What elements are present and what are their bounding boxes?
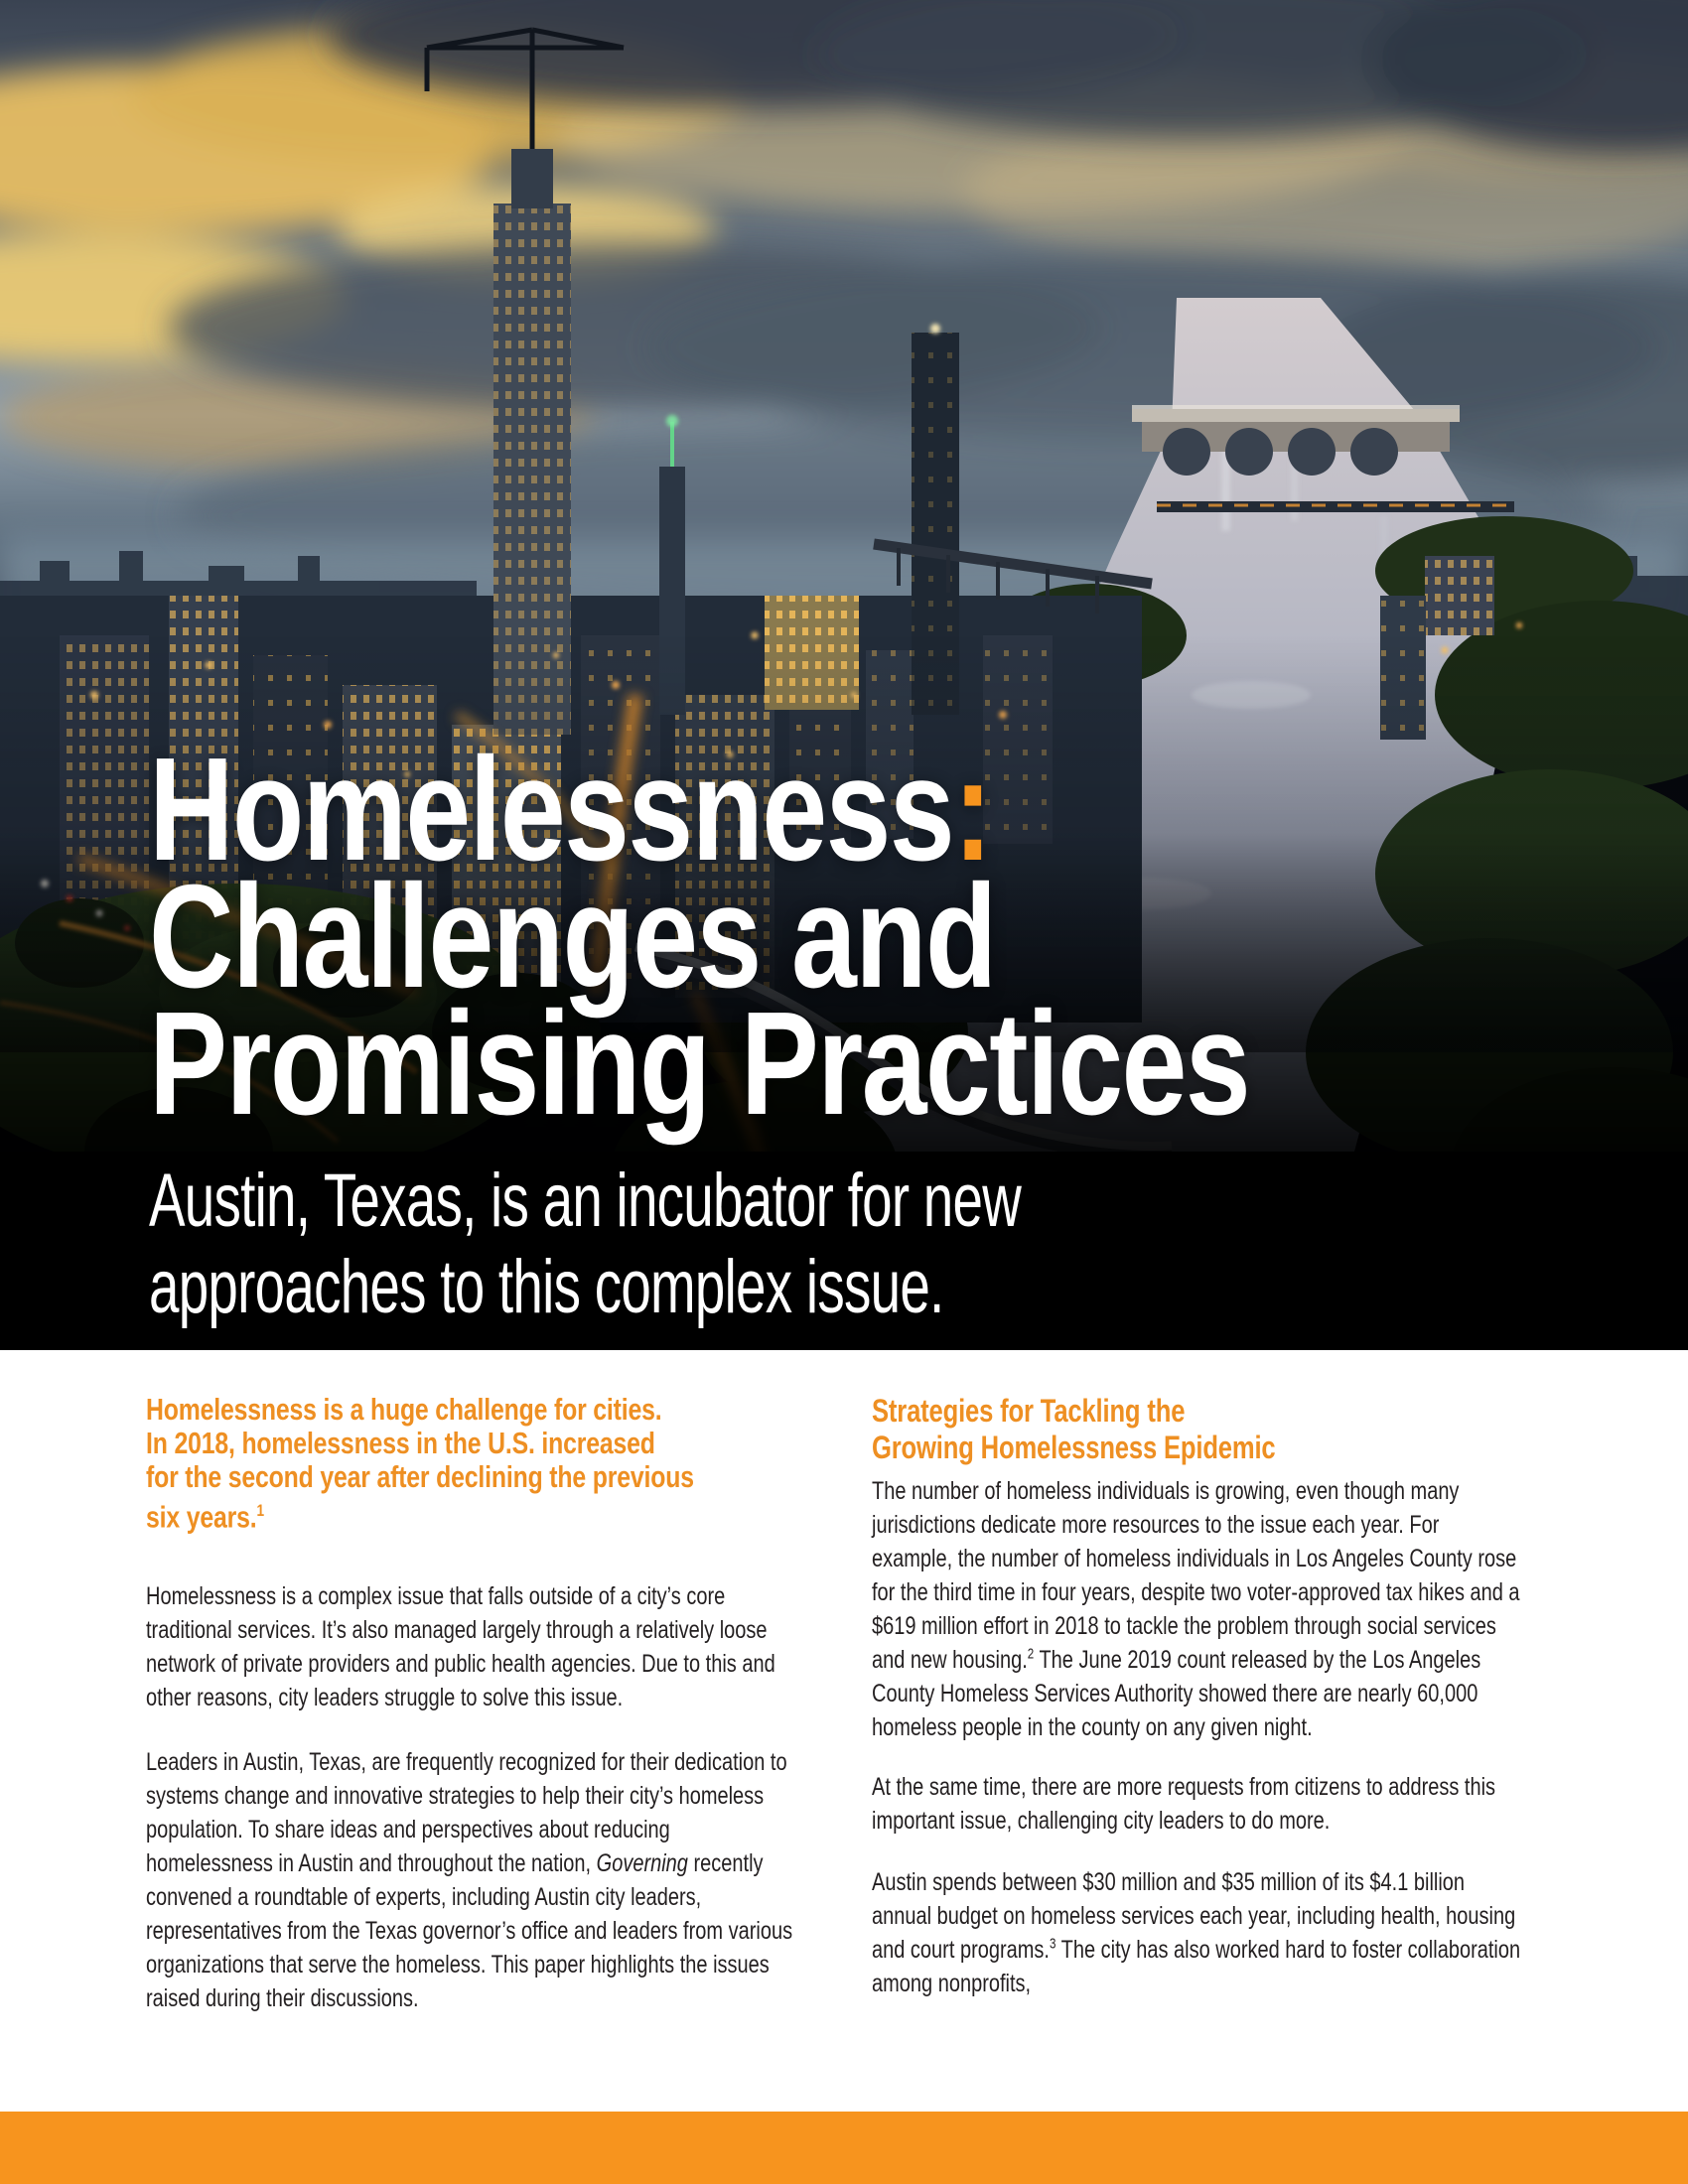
subtitle-line-2: approaches to this complex issue. [149,1245,944,1329]
publication-name: Governing [596,1849,688,1878]
flat-bridge [1157,501,1514,512]
title-colon: : [953,728,991,891]
lead-paragraph [146,1393,797,1534]
paragraph-text: The city has also worked hard to foster collaboration among nonprofits, [872,1936,1521,1997]
footer-accent-bar [0,2112,1688,2184]
title-line-2: Challenges and [149,855,996,1019]
title-word: Homelessness [149,728,954,891]
footnote-marker-3: 3 [1049,1936,1056,1953]
body-paragraph [872,1474,1523,1744]
title-line-3: Promising Practices [149,982,1250,1146]
lead-line [146,1494,797,1534]
lead-line: for the second year after declining the previous [146,1459,694,1494]
subtitle-line-1: Austin, Texas, is an incubator for new [149,1159,1022,1243]
body-paragraph: Homelessness is a complex issue that falls outside of a city’s core traditional services. It’s also managed largely through a relatively loose network of private providers and public health agencies. Due to this and other reasons, city leaders struggle to solve this issue. [146,1582,775,1712]
footnote-marker-2: 2 [1027,1646,1035,1663]
lead-line-text: six years. [146,1499,257,1535]
report-subtitle [149,1158,1021,1330]
footnote-marker-1: 1 [256,1501,264,1520]
heading-line-2: Growing Homelessness Epidemic [872,1430,1276,1465]
paragraph-text: Leaders in Austin, Texas, are frequently recognized for their dedication to systems change and innovative strategies to help their city’s homeless population. To share ideas and perspectives about reducing homelessness in Austin and throughout the nation, [146,1748,787,1878]
heading-line-1: Strategies for Tackling the [872,1393,1186,1429]
paragraph-text: recently convened a roundtable of experts, including Austin city leaders, representatives from the Texas governor’s office and leaders from various organizations that serve the homeless. This paper highlights the issues raised during their discussions. [146,1849,793,2013]
lead-line: In 2018, homelessness in the U.S. increased [146,1426,655,1460]
paragraph-text: The June 2019 count released by the Los Angeles County Homeless Services Authority showed there are nearly 60,000 homeless people in the county on any given night. [872,1646,1481,1741]
body-paragraph: At the same time, there are more requests from citizens to address this important issue, challenging city leaders to do more. [872,1773,1496,1835]
body-paragraph [872,1865,1523,2000]
paragraph-text: Austin spends between $30 million and $35 million of its $4.1 billion annual budget on homeless services each year, including health, housing and court programs. [872,1868,1516,1964]
article-left-column [146,1393,960,2015]
report-title [149,728,1250,1146]
lead-line: Homelessness is a huge challenge for cities. [146,1392,662,1427]
section-heading [872,1393,1523,1466]
paragraph-text: The number of homeless individuals is growing, even though many jurisdictions dedicate more resources to the issue each year. For example, the number of homeless individuals in Los Angeles County rose for the third time in four years, despite two voter-approved tax hikes and a $619 million effort in 2018 to tackle the problem through social services and new housing. [872,1477,1520,1674]
body-paragraph [146,1745,797,2015]
article-right-column [872,1393,1686,2000]
